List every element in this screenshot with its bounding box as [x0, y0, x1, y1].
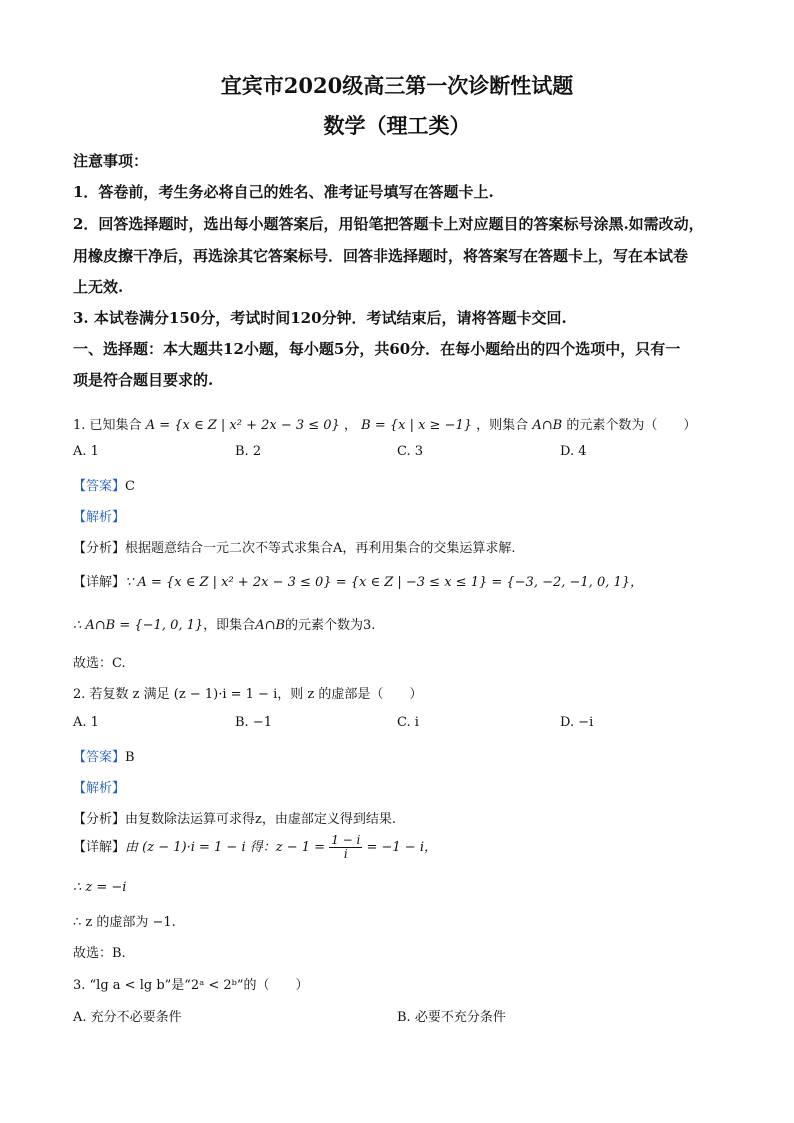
answer-tag: 【答案】: [73, 750, 126, 765]
q1-answer-value: C: [125, 479, 135, 494]
notice-item-3: 3. 本试卷满分150分，考试时间120分钟．考试结束后，请将答题卡交回.: [73, 309, 567, 327]
q2-fraction: [329, 834, 362, 861]
section-1-line-2: 项是符合题目要求的.: [73, 371, 214, 389]
q3-option-b: B. 必要不充分条件: [397, 1010, 506, 1025]
q1-stem-end: 的元素个数为（ ）: [566, 418, 697, 433]
xiangjie-tag: 【详解】: [73, 575, 126, 590]
fenxi-tag: 【分析】: [73, 812, 126, 827]
q1-stem-prefix: 1. 已知集合: [73, 418, 142, 433]
notice-item-2-line-3: 上无效.: [73, 278, 124, 296]
q2-answer-value: B: [125, 750, 135, 765]
q1-analysis-tag: 【解析】: [73, 510, 126, 525]
q1-option-b: B. 2: [235, 444, 262, 459]
q1-comma: ，: [343, 418, 357, 433]
answer-tag: 【答案】: [73, 479, 126, 494]
q1-option-d: D. 4: [560, 444, 587, 459]
q2-xiangjie-prefix: 由 (z − 1)·i = 1 − i 得：z − 1 =: [125, 840, 326, 855]
notice-item-2-line-2: 用橡皮擦干净后，再选涂其它答案标号．回答非选择题时，将答案写在答题卡上，写在本试卷: [73, 247, 689, 265]
q2-option-a: A. 1: [73, 715, 99, 730]
q2-fraction-denominator: i: [343, 847, 348, 861]
q3-option-a: A. 充分不必要条件: [73, 1010, 182, 1025]
q1-fenxi: [73, 537, 516, 556]
q2-option-c: C. i: [397, 715, 419, 730]
q1-xiangjie: [73, 571, 643, 590]
q1-fenxi-text: 根据题意结合一元二次不等式求集合A，再利用集合的交集运算求解.: [125, 541, 516, 556]
q1-choose: 故选：C.: [73, 656, 126, 671]
q1-option-c: C. 3: [397, 444, 424, 459]
exam-subtitle: 数学（理工类）: [323, 113, 471, 138]
q1-conclusion-text: ，即集合: [203, 618, 256, 633]
q1-intersection: A∩B: [532, 418, 563, 433]
q2-xiangjie-suffix: = −1 − i，: [366, 840, 437, 855]
q2-option-d: D. −i: [560, 715, 594, 730]
q2-line-z: ∴ z = −i: [73, 880, 127, 895]
q1-set-b: B = {x | x ≥ −1}: [361, 418, 473, 433]
q2-analysis-tag: 【解析】: [73, 781, 126, 796]
q1-xiangjie-text: ∵ A = {x ∈ Z | x² + 2x − 3 ≤ 0} = {x ∈ Z | −3 ≤ x ≤ 1} = {−3, −2, −1, 0, 1}，: [125, 575, 644, 590]
notice-item-2-line-1: 2．回答选择题时，选出每小题答案后，用铅笔把答题卡上对应题目的答案标号涂黑.如需改动，: [73, 215, 704, 233]
q2-fraction-numerator: 1 − i: [331, 833, 361, 847]
section-1-line-1: 一、选择题：本大题共12小题，每小题5分，共60分．在每小题给出的四个选项中，只有一: [73, 340, 681, 358]
q1-set-a: A = {x ∈ Z | x² + 2x − 3 ≤ 0}: [145, 418, 340, 433]
q3-stem: 3. “lg a < lg b”是“2ᵃ < 2ᵇ”的（ ）: [73, 978, 309, 993]
q1-conclusion-math: ∴ A∩B = {−1, 0, 1}: [73, 618, 204, 633]
q2-line-imag: ∴ z 的虚部为 −1.: [73, 915, 176, 930]
q1-stem-suffix: ，则集合: [476, 418, 529, 433]
notice-heading: 注意事项：: [73, 152, 149, 170]
q2-fenxi-text: 由复数除法运算可求得z，由虚部定义得到结果.: [125, 812, 396, 827]
q1-option-a: A. 1: [73, 444, 99, 459]
q1-stem: [73, 414, 696, 433]
q2-fenxi: [73, 808, 396, 827]
q2-xiangjie: [73, 834, 437, 861]
q1-conclusion-end: 的元素个数为3.: [285, 618, 376, 633]
fenxi-tag: 【分析】: [73, 541, 126, 556]
q2-stem: 2. 若复数 z 满足 (z − 1)·i = 1 − i，则 z 的虚部是（ ）: [73, 687, 423, 702]
notice-item-1: 1．答卷前，考生务必将自己的姓名、准考证号填写在答题卡上.: [73, 183, 494, 201]
q2-choose: 故选：B.: [73, 946, 126, 961]
q1-answer: [73, 475, 135, 494]
exam-title: 宜宾市2020级高三第一次诊断性试题: [220, 73, 574, 98]
q1-conclusion-intersection: A∩B: [255, 618, 286, 633]
xiangjie-tag: 【详解】: [73, 840, 126, 855]
q1-conclusion: [73, 614, 375, 633]
q2-option-b: B. −1: [235, 715, 272, 730]
q2-answer: [73, 746, 135, 765]
